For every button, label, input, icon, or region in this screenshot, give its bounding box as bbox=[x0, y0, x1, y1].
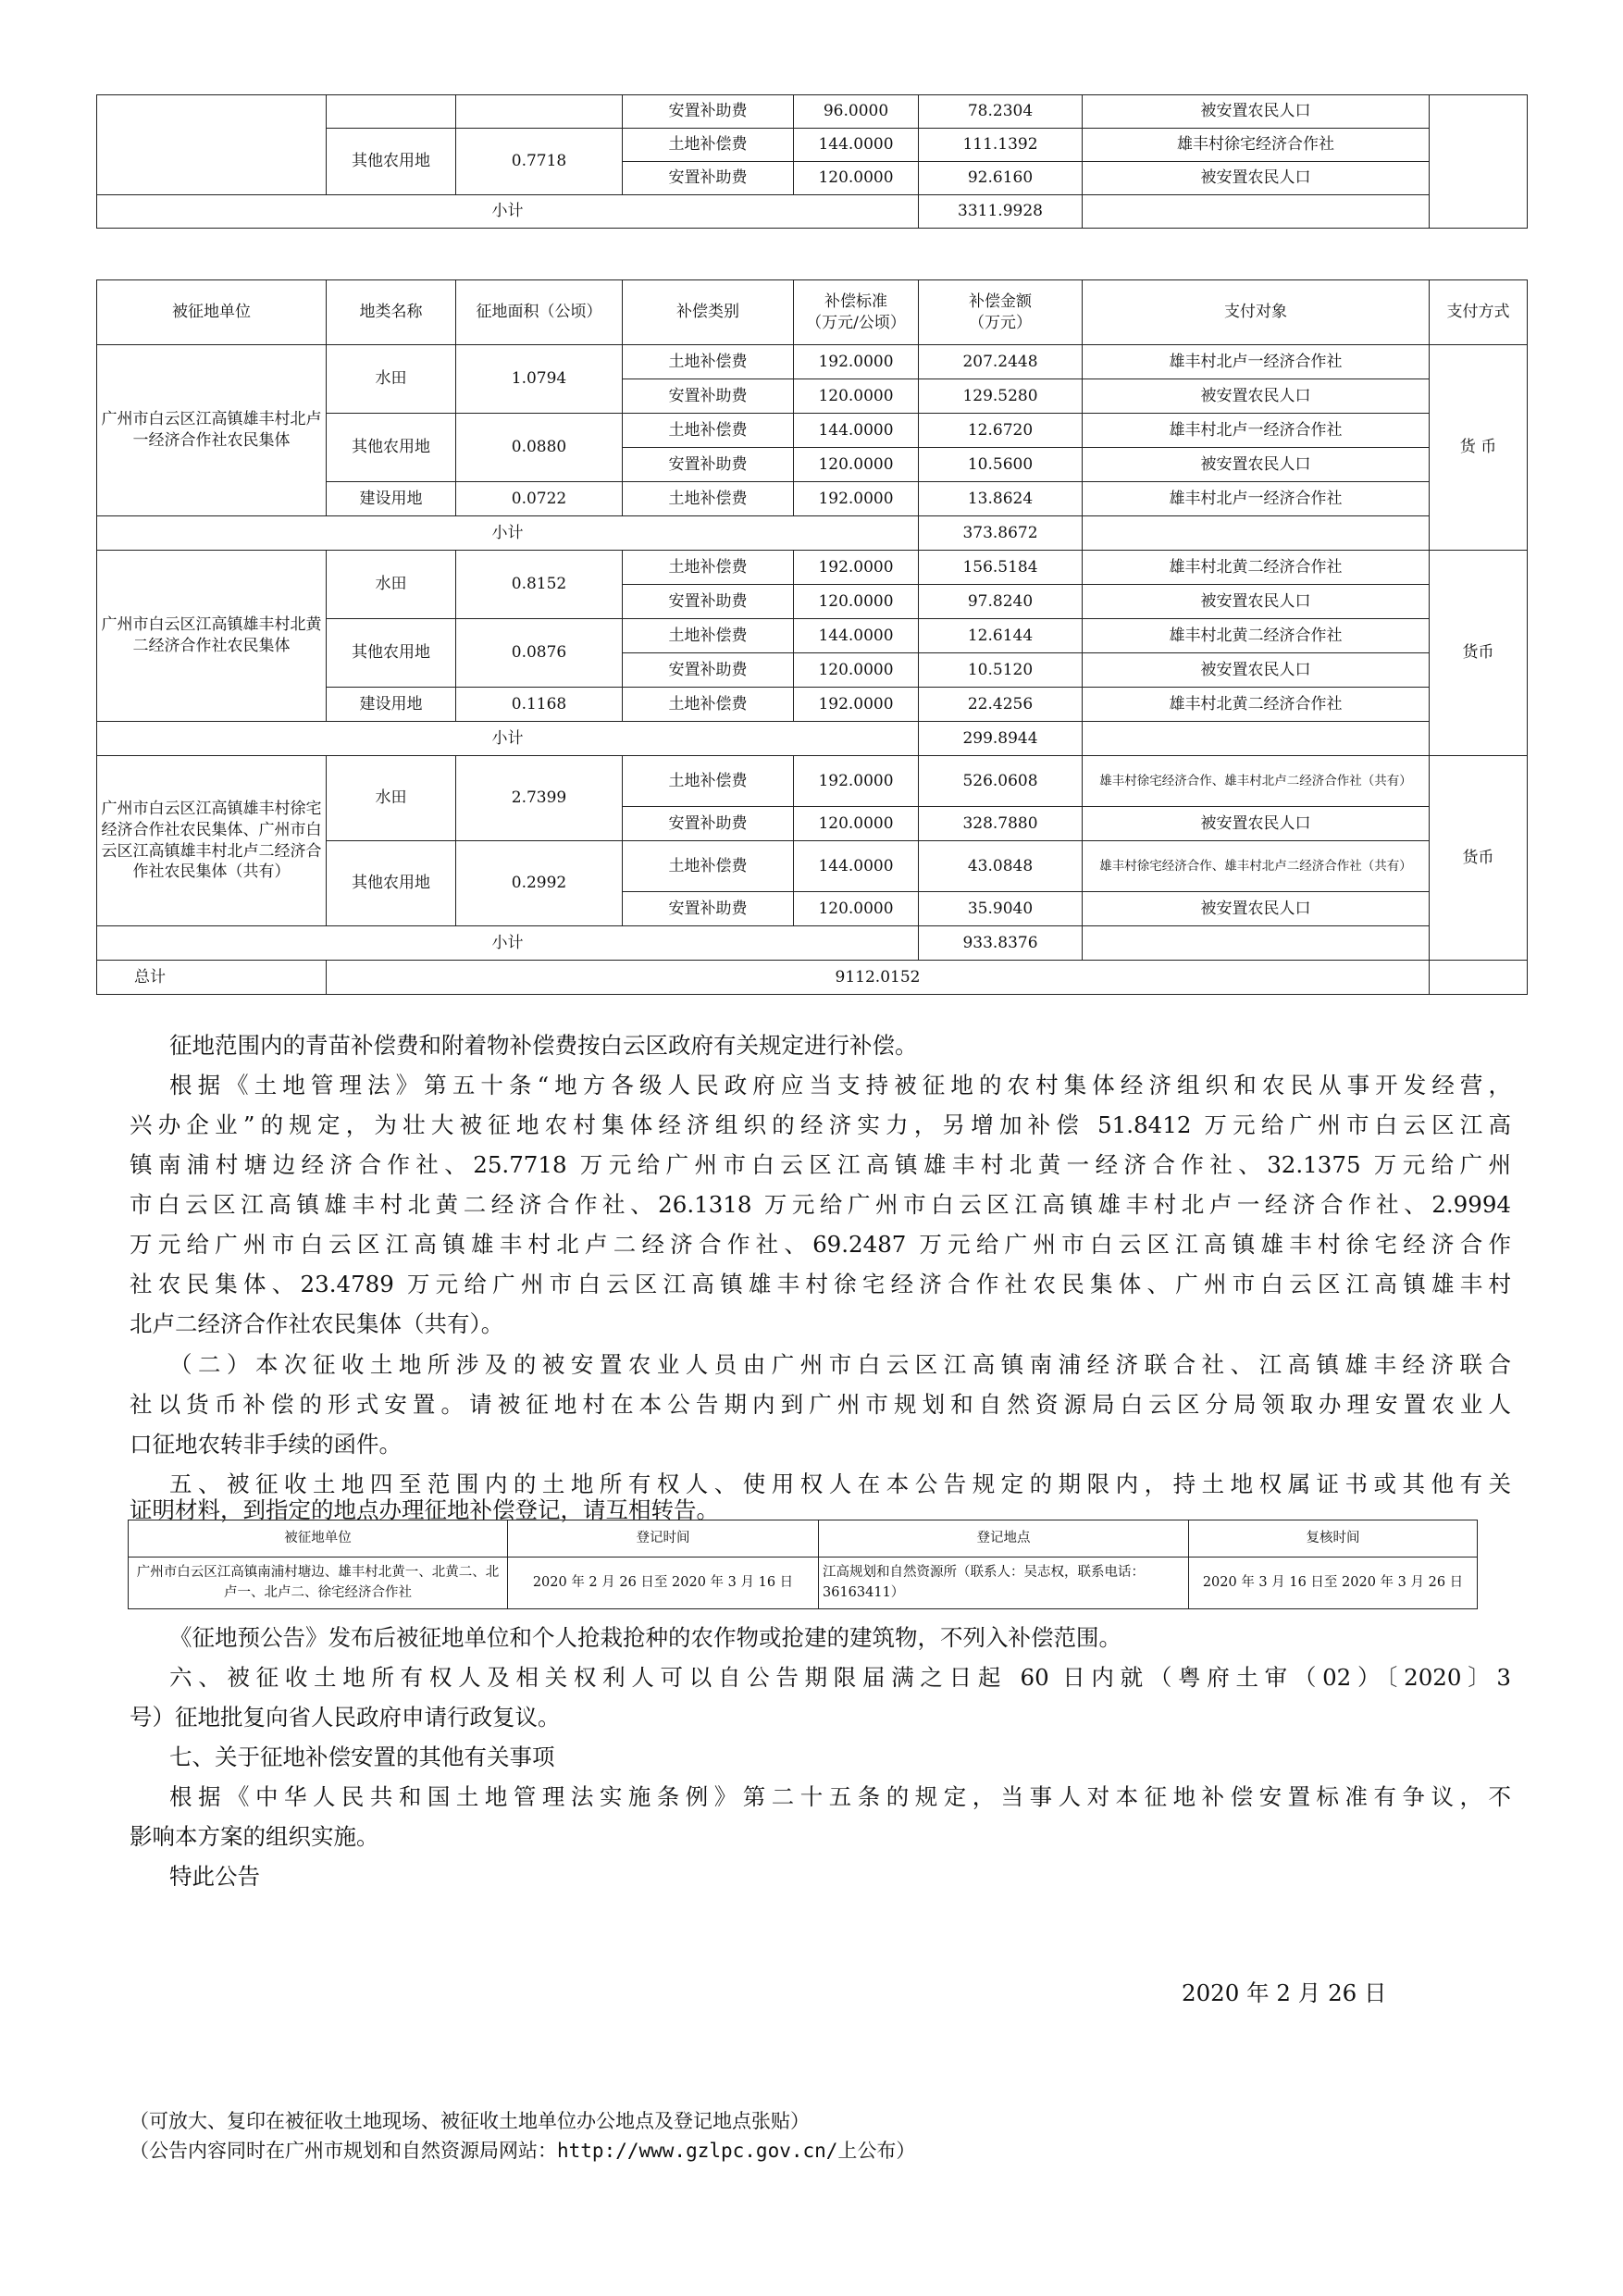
payee-cell: 被安置农民人口 bbox=[1083, 448, 1430, 482]
type-cell: 土地补偿费 bbox=[623, 345, 794, 379]
text-line: 市白云区江高镇雄丰村北黄二经济合作社、26.1318 万元给广州市白云区江高镇雄丰村北卢一经济合作社、2.9994 bbox=[130, 1191, 1511, 1218]
text-line: 《征地预公告》发布后被征地单位和个人抢栽抢种的农作物或抢建的建筑物，不列入补偿范围。 bbox=[169, 1624, 1121, 1651]
payee-cell: 雄丰村徐宅经济合作、雄丰村北卢二经济合作社（共有） bbox=[1083, 841, 1430, 892]
table-row bbox=[97, 345, 1528, 379]
total-label: 总计 bbox=[97, 961, 327, 995]
type-cell: 安置补助费 bbox=[623, 892, 794, 926]
header-method: 支付方式 bbox=[1430, 280, 1528, 345]
header-area: 征地面积（公顷） bbox=[456, 280, 623, 345]
text-line: 社农民集体、23.4789 万元给广州市白云区江高镇雄丰村徐宅经济合作社农民集体、广州市白云区江高镇雄丰村 bbox=[130, 1271, 1511, 1297]
header-unit: 被征地单位 bbox=[97, 280, 327, 345]
text-line: 万元给广州市白云区江高镇雄丰村北卢二经济合作社、69.2487 万元给广州市白云区江高镇雄丰村徐宅经济合作 bbox=[130, 1231, 1511, 1258]
payee-cell: 雄丰村北卢一经济合作社 bbox=[1083, 345, 1430, 379]
paragraph-preannouncement bbox=[169, 1618, 1511, 1657]
empty-cell bbox=[1083, 926, 1430, 961]
subtotal-value: 933.8376 bbox=[919, 926, 1083, 961]
standard-cell: 120.0000 bbox=[794, 162, 919, 195]
header-row bbox=[97, 280, 1528, 345]
table-row bbox=[97, 756, 1528, 807]
standard-cell: 120.0000 bbox=[794, 585, 919, 619]
standard-cell: 192.0000 bbox=[794, 688, 919, 722]
paragraph-other-matters bbox=[169, 1737, 1511, 1777]
amount-cell: 129.5280 bbox=[919, 379, 1083, 414]
table-row bbox=[97, 551, 1528, 585]
area-cell: 2.7399 bbox=[456, 756, 623, 841]
type-cell: 土地补偿费 bbox=[623, 756, 794, 807]
land-cell: 水田 bbox=[327, 551, 456, 619]
land-cell: 其他农用地 bbox=[327, 129, 456, 195]
land-cell: 其他农用地 bbox=[327, 619, 456, 688]
type-cell: 土地补偿费 bbox=[623, 619, 794, 653]
text-line: 社以货币补偿的形式安置。请被征地村在本公告期内到广州市规划和自然资源局白云区分局领取办理安置农业人 bbox=[130, 1391, 1511, 1418]
area-cell: 0.2992 bbox=[456, 841, 623, 926]
land-cell: 水田 bbox=[327, 756, 456, 841]
method-cell: 货币 bbox=[1430, 551, 1528, 756]
paragraph-closing bbox=[169, 1856, 1511, 1896]
method-cell: 货 币 bbox=[1430, 345, 1528, 551]
payee-cell: 被安置农民人口 bbox=[1083, 379, 1430, 414]
amount-cell: 43.0848 bbox=[919, 841, 1083, 892]
standard-cell: 192.0000 bbox=[794, 482, 919, 516]
amount-cell: 526.0608 bbox=[919, 756, 1083, 807]
empty-cell bbox=[1083, 516, 1430, 551]
area-cell: 0.0880 bbox=[456, 414, 623, 482]
text-line: 根据《中华人民共和国土地管理法实施条例》第二十五条的规定，当事人对本征地补偿安置标准有争议，不 bbox=[169, 1783, 1511, 1810]
reg-time-cell: 2020 年 2 月 26 日至 2020 年 3 月 16 日 bbox=[508, 1558, 819, 1609]
amount-cell: 156.5184 bbox=[919, 551, 1083, 585]
subtotal-label: 小计 bbox=[97, 926, 919, 961]
table-row bbox=[97, 95, 1528, 129]
header-land: 地类名称 bbox=[327, 280, 456, 345]
land-cell: 建设用地 bbox=[327, 688, 456, 722]
paragraph-reconsideration bbox=[169, 1657, 1511, 1697]
standard-cell: 120.0000 bbox=[794, 448, 919, 482]
land-cell: 其他农用地 bbox=[327, 414, 456, 482]
unit-cell: 广州市白云区江高镇南浦村塘边、雄丰村北黄一、北黄二、北卢一、北卢二、徐宅经济合作社 bbox=[129, 1558, 508, 1609]
compensation-table bbox=[96, 279, 1528, 995]
footer-note-website: （公告内容同时在广州市规划和自然资源局网站：http://www.gzlpc.gov.cn/上公布） bbox=[130, 2140, 916, 2162]
paragraph-regulation-cont bbox=[130, 1817, 1511, 1856]
standard-cell: 192.0000 bbox=[794, 345, 919, 379]
footer-note-posting: （可放大、复印在被征收土地现场、被征收土地单位办公地点及登记地点张贴） bbox=[130, 2110, 810, 2132]
standard-cell: 144.0000 bbox=[794, 841, 919, 892]
paragraph-additional-compensation-cont bbox=[130, 1105, 1511, 1344]
land-cell: 建设用地 bbox=[327, 482, 456, 516]
area-cell: 0.7718 bbox=[456, 129, 623, 195]
header-unit: 被征地单位 bbox=[129, 1520, 508, 1558]
method-cell: 货币 bbox=[1430, 756, 1528, 961]
amount-cell: 97.8240 bbox=[919, 585, 1083, 619]
paragraph-reconsideration-cont bbox=[130, 1697, 1511, 1737]
paragraph-additional-compensation bbox=[169, 1065, 1511, 1105]
method-cell bbox=[1430, 95, 1528, 229]
compensation-table-continued bbox=[96, 94, 1528, 229]
area-cell: 0.0722 bbox=[456, 482, 623, 516]
reg-place-cell: 江高规划和自然资源所（联系人：吴志权，联系电话：36163411） bbox=[819, 1558, 1189, 1609]
amount-cell: 12.6144 bbox=[919, 619, 1083, 653]
empty-cell bbox=[1083, 195, 1430, 229]
payee-cell: 雄丰村北卢一经济合作社 bbox=[1083, 414, 1430, 448]
subtotal-row bbox=[97, 722, 1528, 756]
unit-cell bbox=[97, 95, 327, 195]
payee-cell: 被安置农民人口 bbox=[1083, 95, 1430, 129]
type-cell: 安置补助费 bbox=[623, 653, 794, 688]
land-cell: 水田 bbox=[327, 345, 456, 414]
empty-cell bbox=[1083, 722, 1430, 756]
subtotal-label: 小计 bbox=[97, 722, 919, 756]
text-line: （二）本次征收土地所涉及的被安置农业人员由广州市白云区江高镇南浦经济联合社、江高镇雄丰经济联合 bbox=[169, 1351, 1511, 1378]
payee-cell: 被安置农民人口 bbox=[1083, 653, 1430, 688]
subtotal-value: 373.8672 bbox=[919, 516, 1083, 551]
header-type: 补偿类别 bbox=[623, 280, 794, 345]
amount-cell: 22.4256 bbox=[919, 688, 1083, 722]
standard-cell: 192.0000 bbox=[794, 551, 919, 585]
amount-cell: 328.7880 bbox=[919, 807, 1083, 841]
standard-cell: 120.0000 bbox=[794, 892, 919, 926]
payee-cell: 被安置农民人口 bbox=[1083, 892, 1430, 926]
type-cell: 土地补偿费 bbox=[623, 841, 794, 892]
review-time-cell: 2020 年 3 月 16 日至 2020 年 3 月 26 日 bbox=[1189, 1558, 1478, 1609]
registration-table bbox=[128, 1520, 1478, 1609]
standard-cell: 96.0000 bbox=[794, 95, 919, 129]
type-cell: 土地补偿费 bbox=[623, 129, 794, 162]
header-reg-time: 登记时间 bbox=[508, 1520, 819, 1558]
amount-cell: 10.5600 bbox=[919, 448, 1083, 482]
area-cell: 0.0876 bbox=[456, 619, 623, 688]
empty-cell bbox=[1430, 961, 1528, 995]
payee-cell: 雄丰村北黄二经济合作社 bbox=[1083, 619, 1430, 653]
area-cell: 0.1168 bbox=[456, 688, 623, 722]
text-line: 六、被征收土地所有权人及相关权利人可以自公告期限届满之日起 60 日内就（粤府土审（02）〔2020〕3 bbox=[169, 1664, 1511, 1691]
table-row bbox=[129, 1558, 1478, 1609]
subtotal-value: 299.8944 bbox=[919, 722, 1083, 756]
type-cell: 土地补偿费 bbox=[623, 482, 794, 516]
text-line: 根据《土地管理法》第五十条“地方各级人民政府应当支持被征地的农村集体经济组织和农民从事开发经营， bbox=[169, 1072, 1511, 1098]
header-row bbox=[129, 1520, 1478, 1558]
standard-cell: 144.0000 bbox=[794, 414, 919, 448]
type-cell: 安置补助费 bbox=[623, 448, 794, 482]
payee-cell: 雄丰村北黄二经济合作社 bbox=[1083, 688, 1430, 722]
amount-cell: 13.8624 bbox=[919, 482, 1083, 516]
unit-cell: 广州市白云区江高镇雄丰村北卢一经济合作社农民集体 bbox=[97, 345, 327, 516]
header-standard: 补偿标准 （万元/公顷） bbox=[794, 280, 919, 345]
paragraph-resettlement bbox=[169, 1345, 1511, 1384]
header-payee: 支付对象 bbox=[1083, 280, 1430, 345]
text-line: 北卢二经济合作社农民集体（共有）。 bbox=[130, 1310, 504, 1337]
unit-cell: 广州市白云区江高镇雄丰村徐宅经济合作社农民集体、广州市白云区江高镇雄丰村北卢二经济合作社农民集体（共有） bbox=[97, 756, 327, 926]
text-line: 影响本方案的组织实施。 bbox=[130, 1823, 379, 1850]
header-reg-place: 登记地点 bbox=[819, 1520, 1189, 1558]
text-line: 证明材料，到指定的地点办理征地补偿登记，请互相转告。 bbox=[130, 1496, 719, 1523]
text-line: 兴办企业”的规定，为壮大被征地农村集体经济组织的经济实力，另增加补偿 51.8412 万元给广州市白云区江高 bbox=[130, 1111, 1511, 1138]
type-cell: 安置补助费 bbox=[623, 379, 794, 414]
amount-cell: 78.2304 bbox=[919, 95, 1083, 129]
standard-cell: 144.0000 bbox=[794, 619, 919, 653]
area-cell: 1.0794 bbox=[456, 345, 623, 414]
payee-cell: 被安置农民人口 bbox=[1083, 162, 1430, 195]
text-line: 特此公告 bbox=[169, 1863, 260, 1890]
standard-cell: 120.0000 bbox=[794, 379, 919, 414]
amount-cell: 207.2448 bbox=[919, 345, 1083, 379]
payee-cell: 雄丰村北卢一经济合作社 bbox=[1083, 482, 1430, 516]
payee-cell: 被安置农民人口 bbox=[1083, 585, 1430, 619]
amount-cell: 35.9040 bbox=[919, 892, 1083, 926]
text-line: 号）征地批复向省人民政府申请行政复议。 bbox=[130, 1704, 561, 1731]
payee-cell: 被安置农民人口 bbox=[1083, 807, 1430, 841]
payee-cell: 雄丰村徐宅经济合作、雄丰村北卢二经济合作社（共有） bbox=[1083, 756, 1430, 807]
land-cell: 其他农用地 bbox=[327, 841, 456, 926]
paragraph-seedling-compensation bbox=[169, 1025, 1511, 1065]
text-line: 五、被征收土地四至范围内的土地所有权人、使用权人在本公告规定的期限内，持土地权属证书或其他有关 bbox=[169, 1471, 1511, 1497]
announcement-date: 2020 年 2 月 26 日 bbox=[1182, 1980, 1387, 2006]
area-cell bbox=[456, 95, 623, 129]
subtotal-row bbox=[97, 516, 1528, 551]
standard-cell: 192.0000 bbox=[794, 756, 919, 807]
type-cell: 安置补助费 bbox=[623, 162, 794, 195]
type-cell: 土地补偿费 bbox=[623, 688, 794, 722]
payee-cell: 雄丰村北黄二经济合作社 bbox=[1083, 551, 1430, 585]
total-row bbox=[97, 961, 1528, 995]
amount-cell: 92.6160 bbox=[919, 162, 1083, 195]
standard-cell: 120.0000 bbox=[794, 653, 919, 688]
unit-cell: 广州市白云区江高镇雄丰村北黄二经济合作社农民集体 bbox=[97, 551, 327, 722]
amount-cell: 12.6720 bbox=[919, 414, 1083, 448]
standard-cell: 120.0000 bbox=[794, 807, 919, 841]
paragraph-regulation bbox=[169, 1777, 1511, 1817]
land-cell bbox=[327, 95, 456, 129]
subtotal-value: 3311.9928 bbox=[919, 195, 1083, 229]
text-line: 镇南浦村塘边经济合作社、25.7718 万元给广州市白云区江高镇雄丰村北黄一经济合作社、32.1375 万元给广州 bbox=[130, 1151, 1511, 1178]
header-review-time: 复核时间 bbox=[1189, 1520, 1478, 1558]
type-cell: 安置补助费 bbox=[623, 807, 794, 841]
amount-cell: 111.1392 bbox=[919, 129, 1083, 162]
payee-cell: 雄丰村徐宅经济合作社 bbox=[1083, 129, 1430, 162]
subtotal-row bbox=[97, 926, 1528, 961]
type-cell: 土地补偿费 bbox=[623, 551, 794, 585]
text-line: 口征地农转非手续的函件。 bbox=[130, 1431, 402, 1458]
text-line: 七、关于征地补偿安置的其他有关事项 bbox=[169, 1744, 555, 1770]
type-cell: 安置补助费 bbox=[623, 95, 794, 129]
header-amount: 补偿金额 （万元） bbox=[919, 280, 1083, 345]
subtotal-row bbox=[97, 195, 1528, 229]
standard-cell: 144.0000 bbox=[794, 129, 919, 162]
subtotal-label: 小计 bbox=[97, 516, 919, 551]
subtotal-label: 小计 bbox=[97, 195, 919, 229]
amount-cell: 10.5120 bbox=[919, 653, 1083, 688]
total-value: 9112.0152 bbox=[327, 961, 1430, 995]
type-cell: 安置补助费 bbox=[623, 585, 794, 619]
text-line: 征地范围内的青苗补偿费和附着物补偿费按白云区政府有关规定进行补偿。 bbox=[169, 1032, 918, 1059]
area-cell: 0.8152 bbox=[456, 551, 623, 619]
type-cell: 土地补偿费 bbox=[623, 414, 794, 448]
paragraph-resettlement-cont bbox=[130, 1384, 1511, 1464]
